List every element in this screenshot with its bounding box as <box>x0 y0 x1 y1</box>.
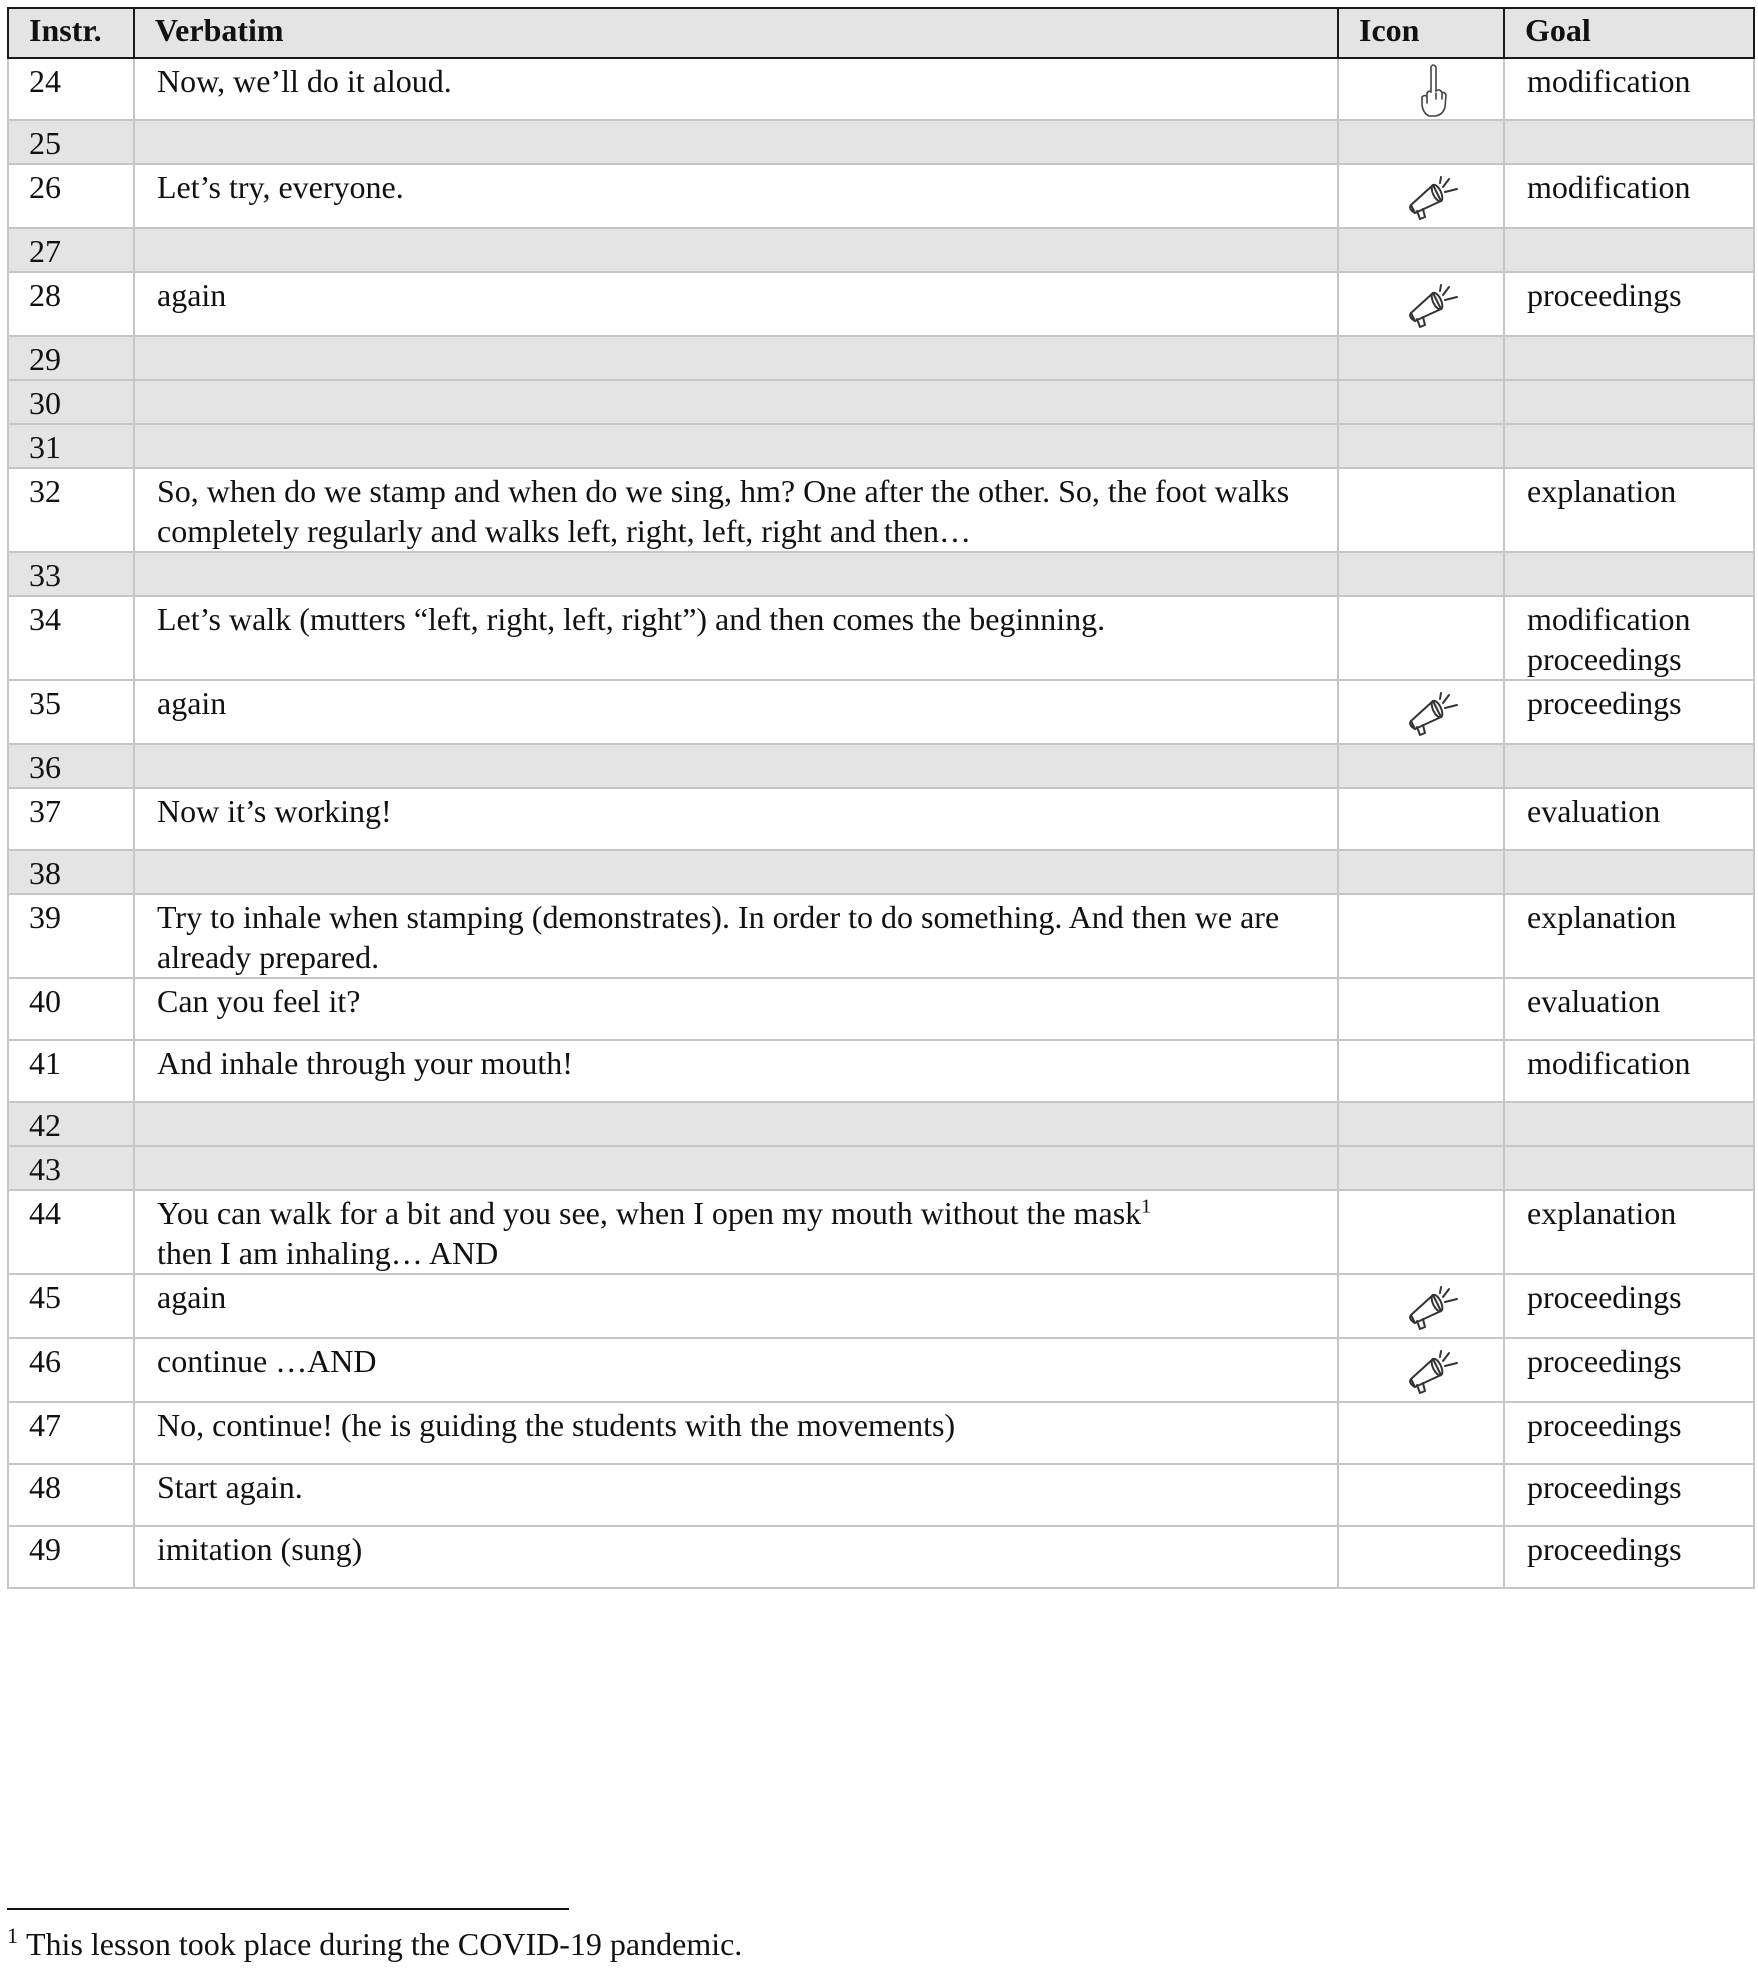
cell-icon <box>1338 596 1504 680</box>
cell-verbatim <box>134 120 1338 164</box>
cell-instr <box>8 1402 134 1464</box>
cell-goal <box>1504 1146 1754 1190</box>
cell-instr <box>8 1526 134 1588</box>
footnote-reference: 1 <box>1141 1195 1152 1218</box>
cell-icon <box>1338 1338 1504 1402</box>
table-row <box>8 850 1754 894</box>
cell-goal <box>1504 58 1754 120</box>
cell-goal <box>1504 120 1754 164</box>
instr-number: 27 <box>29 233 61 269</box>
cell-icon <box>1338 1102 1504 1146</box>
goal-label: proceedings <box>1527 277 1682 313</box>
table-row <box>8 1040 1754 1102</box>
cell-icon <box>1338 1040 1504 1102</box>
megaphone-icon <box>1405 283 1461 331</box>
instr-number: 25 <box>29 125 61 161</box>
verbatim-text: Try to inhale when stamping (demonstrates). In order to do something. And then we are already prepared. <box>157 899 1280 975</box>
header-verbatim: Verbatim <box>134 8 1338 58</box>
cell-goal <box>1504 1040 1754 1102</box>
instr-number: 43 <box>29 1151 61 1187</box>
verbatim-text: And inhale through your mouth! <box>157 1045 573 1081</box>
cell-icon <box>1338 164 1504 228</box>
cell-verbatim <box>134 1274 1338 1338</box>
table-row <box>8 552 1754 596</box>
cell-icon <box>1338 680 1504 744</box>
cell-icon <box>1338 978 1504 1040</box>
instr-number: 47 <box>29 1407 61 1443</box>
cell-goal <box>1504 596 1754 680</box>
cell-instr <box>8 1040 134 1102</box>
cell-icon <box>1338 788 1504 850</box>
cell-verbatim <box>134 1464 1338 1526</box>
cell-instr <box>8 336 134 380</box>
cell-verbatim <box>134 164 1338 228</box>
table-row <box>8 1102 1754 1146</box>
table-row <box>8 1338 1754 1402</box>
cell-icon <box>1338 1190 1504 1274</box>
transcript-table-container <box>7 7 1753 1589</box>
goal-label: proceedings <box>1527 1469 1682 1505</box>
cell-icon <box>1338 894 1504 978</box>
instr-number: 45 <box>29 1279 61 1315</box>
table-row <box>8 468 1754 552</box>
table-row <box>8 120 1754 164</box>
header-instr: Instr. <box>8 8 134 58</box>
verbatim-text: continue …AND <box>157 1343 377 1379</box>
cell-verbatim <box>134 1338 1338 1402</box>
cell-instr <box>8 552 134 596</box>
verbatim-text: Now, we’ll do it aloud. <box>157 63 452 99</box>
cell-instr <box>8 58 134 120</box>
cell-goal <box>1504 164 1754 228</box>
table-row <box>8 58 1754 120</box>
instr-number: 35 <box>29 685 61 721</box>
megaphone-icon <box>1405 1349 1461 1397</box>
cell-goal <box>1504 272 1754 336</box>
verbatim-text: Let’s try, everyone. <box>157 169 404 205</box>
table-row <box>8 424 1754 468</box>
cell-goal <box>1504 1464 1754 1526</box>
cell-icon <box>1338 1526 1504 1588</box>
table-row <box>8 164 1754 228</box>
goal-label: modification <box>1527 601 1691 637</box>
instr-number: 31 <box>29 429 61 465</box>
instr-number: 40 <box>29 983 61 1019</box>
footnote <box>7 1924 742 1964</box>
instr-number: 42 <box>29 1107 61 1143</box>
cell-instr <box>8 228 134 272</box>
instr-number: 36 <box>29 749 61 785</box>
goal-label: proceedings <box>1527 685 1682 721</box>
goal-label: explanation <box>1527 899 1677 935</box>
cell-instr <box>8 788 134 850</box>
verbatim-text-continued: then I am inhaling… AND <box>157 1235 499 1271</box>
cell-icon <box>1338 850 1504 894</box>
cell-verbatim <box>134 58 1338 120</box>
instr-number: 30 <box>29 385 61 421</box>
goal-label: proceedings <box>1527 1343 1682 1379</box>
cell-verbatim <box>134 1040 1338 1102</box>
table-row <box>8 1402 1754 1464</box>
cell-verbatim <box>134 1402 1338 1464</box>
table-row <box>8 1146 1754 1190</box>
transcript-table <box>7 7 1755 1589</box>
cell-verbatim <box>134 468 1338 552</box>
cell-instr <box>8 424 134 468</box>
table-row <box>8 380 1754 424</box>
cell-verbatim <box>134 1146 1338 1190</box>
instr-number: 37 <box>29 793 61 829</box>
footnote-divider <box>7 1908 569 1910</box>
cell-instr <box>8 1102 134 1146</box>
footnote-mark: 1 <box>7 1923 18 1949</box>
cell-goal <box>1504 1190 1754 1274</box>
cell-goal <box>1504 850 1754 894</box>
cell-icon <box>1338 552 1504 596</box>
verbatim-text: Start again. <box>157 1469 303 1505</box>
verbatim-text: You can walk for a bit and you see, when I open my mouth without the mask <box>157 1195 1142 1231</box>
cell-goal <box>1504 788 1754 850</box>
cell-verbatim <box>134 894 1338 978</box>
cell-instr <box>8 164 134 228</box>
cell-instr <box>8 468 134 552</box>
instr-number: 44 <box>29 1195 61 1231</box>
cell-instr <box>8 680 134 744</box>
instr-number: 29 <box>29 341 61 377</box>
cell-icon <box>1338 1146 1504 1190</box>
cell-instr <box>8 744 134 788</box>
table-row <box>8 1190 1754 1274</box>
cell-verbatim <box>134 552 1338 596</box>
cell-icon <box>1338 228 1504 272</box>
cell-goal <box>1504 894 1754 978</box>
goal-label-secondary: proceedings <box>1527 641 1682 677</box>
verbatim-text: Let’s walk (mutters “left, right, left, right”) and then comes the beginning. <box>157 601 1106 637</box>
instr-number: 48 <box>29 1469 61 1505</box>
cell-goal <box>1504 1338 1754 1402</box>
cell-verbatim <box>134 596 1338 680</box>
cell-goal <box>1504 1274 1754 1338</box>
cell-verbatim <box>134 272 1338 336</box>
cell-verbatim <box>134 680 1338 744</box>
megaphone-icon <box>1405 691 1461 739</box>
cell-verbatim <box>134 1190 1338 1274</box>
instr-number: 41 <box>29 1045 61 1081</box>
cell-instr <box>8 1190 134 1274</box>
cell-icon <box>1338 120 1504 164</box>
goal-label: proceedings <box>1527 1279 1682 1315</box>
verbatim-text: So, when do we stamp and when do we sing, hm? One after the other. So, the foot walks completely regularly and walks left, right, left, right and then… <box>157 473 1290 549</box>
instr-number: 28 <box>29 277 61 313</box>
verbatim-text: again <box>157 685 227 721</box>
cell-goal <box>1504 680 1754 744</box>
cell-icon <box>1338 58 1504 120</box>
instr-number: 33 <box>29 557 61 593</box>
cell-verbatim <box>134 850 1338 894</box>
goal-label: modification <box>1527 169 1691 205</box>
table-row <box>8 336 1754 380</box>
cell-instr <box>8 596 134 680</box>
cell-verbatim <box>134 228 1338 272</box>
megaphone-icon <box>1405 1285 1461 1333</box>
megaphone-icon <box>1405 175 1461 223</box>
table-row <box>8 1526 1754 1588</box>
goal-label: evaluation <box>1527 983 1661 1019</box>
instr-number: 26 <box>29 169 61 205</box>
cell-verbatim <box>134 380 1338 424</box>
cell-icon <box>1338 272 1504 336</box>
table-header-row <box>8 8 1754 58</box>
table-row <box>8 1274 1754 1338</box>
verbatim-text: No, continue! (he is guiding the students with the movements) <box>157 1407 956 1443</box>
cell-icon <box>1338 744 1504 788</box>
cell-verbatim <box>134 788 1338 850</box>
cell-instr <box>8 120 134 164</box>
cell-verbatim <box>134 1526 1338 1588</box>
cell-icon <box>1338 336 1504 380</box>
cell-instr <box>8 380 134 424</box>
cell-instr <box>8 1464 134 1526</box>
verbatim-text: Can you feel it? <box>157 983 361 1019</box>
table-row <box>8 894 1754 978</box>
cell-instr <box>8 1274 134 1338</box>
cell-verbatim <box>134 336 1338 380</box>
cell-goal <box>1504 978 1754 1040</box>
verbatim-text: again <box>157 1279 227 1315</box>
cell-goal <box>1504 1526 1754 1588</box>
verbatim-text: again <box>157 277 227 313</box>
instr-number: 24 <box>29 63 61 99</box>
cell-instr <box>8 1146 134 1190</box>
verbatim-text: imitation (sung) <box>157 1531 363 1567</box>
cell-instr <box>8 1338 134 1402</box>
table-body <box>8 58 1754 1588</box>
cell-goal <box>1504 228 1754 272</box>
table-row <box>8 228 1754 272</box>
table-row <box>8 1464 1754 1526</box>
goal-label: modification <box>1527 1045 1691 1081</box>
cell-goal <box>1504 424 1754 468</box>
cell-verbatim <box>134 424 1338 468</box>
cell-icon <box>1338 380 1504 424</box>
cell-icon <box>1338 1402 1504 1464</box>
cell-verbatim <box>134 744 1338 788</box>
cell-instr <box>8 272 134 336</box>
table-row <box>8 978 1754 1040</box>
instr-number: 49 <box>29 1531 61 1567</box>
table-row <box>8 788 1754 850</box>
goal-label: proceedings <box>1527 1531 1682 1567</box>
cell-instr <box>8 978 134 1040</box>
cell-verbatim <box>134 1102 1338 1146</box>
table-row <box>8 272 1754 336</box>
cell-icon <box>1338 1464 1504 1526</box>
cell-icon <box>1338 468 1504 552</box>
goal-label: explanation <box>1527 1195 1677 1231</box>
cell-goal <box>1504 1402 1754 1464</box>
instr-number: 46 <box>29 1343 61 1379</box>
header-goal: Goal <box>1504 8 1754 58</box>
cell-verbatim <box>134 978 1338 1040</box>
cell-goal <box>1504 744 1754 788</box>
cell-goal <box>1504 380 1754 424</box>
header-icon: Icon <box>1338 8 1504 58</box>
cell-goal <box>1504 552 1754 596</box>
instr-number: 34 <box>29 601 61 637</box>
cell-instr <box>8 850 134 894</box>
table-row <box>8 680 1754 744</box>
cell-goal <box>1504 336 1754 380</box>
cell-icon <box>1338 424 1504 468</box>
cell-goal <box>1504 468 1754 552</box>
cell-goal <box>1504 1102 1754 1146</box>
table-row <box>8 744 1754 788</box>
goal-label: evaluation <box>1527 793 1661 829</box>
instr-number: 39 <box>29 899 61 935</box>
goal-label: explanation <box>1527 473 1677 509</box>
cell-icon <box>1338 1274 1504 1338</box>
goal-label: proceedings <box>1527 1407 1682 1443</box>
cell-instr <box>8 894 134 978</box>
table-row <box>8 596 1754 680</box>
footnote-text: This lesson took place during the COVID-19 pandemic. <box>26 1926 743 1962</box>
goal-label: modification <box>1527 63 1691 99</box>
instr-number: 38 <box>29 855 61 891</box>
pointing-finger-icon <box>1413 61 1453 119</box>
instr-number: 32 <box>29 473 61 509</box>
verbatim-text: Now it’s working! <box>157 793 392 829</box>
